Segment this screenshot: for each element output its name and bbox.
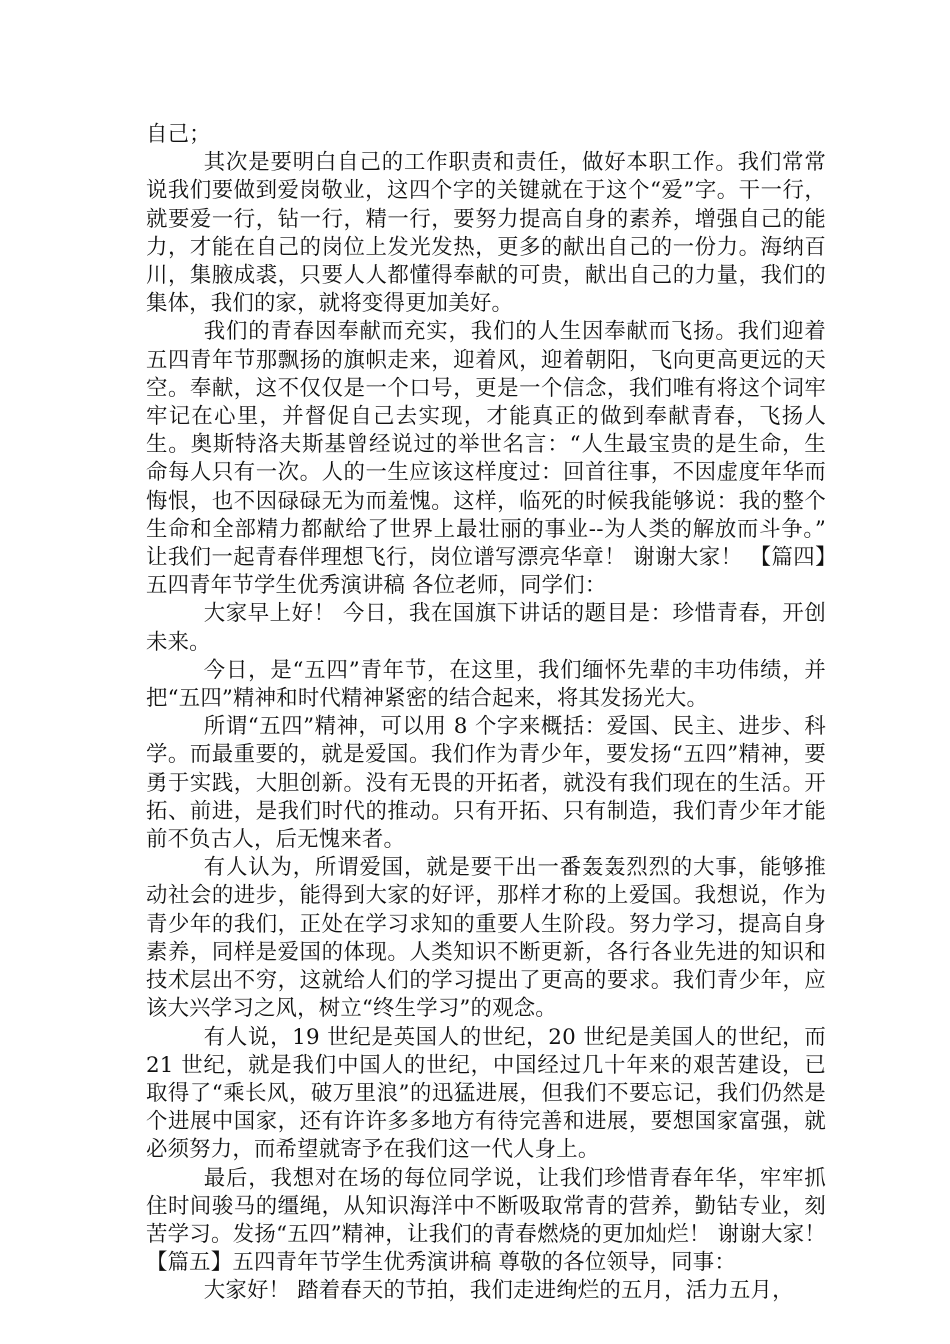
document-body	[146, 121, 826, 1306]
paragraph-2: 其次是要明白自己的工作职责和责任，做好本职工作。我们常常说我们要做到爱岗敬业，这四个字的关键就在于这个“爱”字。干一行，就要爱一行，钻一行，精一行，要努力提高自身的素养，增强自己的能力，才能在自己的岗位上发光发热，更多的献出自己的一份力。海纳百川，集腋成裘，只要人人都懂得奉献的可贵，献出自己的力量，我们的集体，我们的家，就将变得更加美好。	[146, 150, 826, 317]
paragraph-3: 我们的青春因奉献而充实，我们的人生因奉献而飞扬。我们迎着五四青年节那飘扬的旗帜走来，迎着风，迎着朝阳，飞向更高更远的天空。奉献，这不仅仅是一个口号，更是一个信念，我们唯有将这个词牢牢记在心里，并督促自己去实现，才能真正的做到奉献青春，飞扬人生。奥斯特洛夫斯基曾经说过的举世名言：“人生最宝贵的是生命，生命每人只有一次。人的一生应该这样度过：回首往事，不因虚度年华而悔恨，也不因碌碌无为而羞愧。这样，临死的时候我能够说：我的整个生命和全部精力都献给了世界上最壮丽的事业--为人类的解放而斗争。” 让我们一起青春伴理想飞行，岗位谱写漂亮华章！ 谢谢大家！ 【篇四】五四青年节学生优秀演讲稿 各位老师，同学们：	[146, 319, 826, 599]
paragraph-1: 自己；	[146, 122, 211, 147]
paragraph-4: 大家早上好！ 今日，我在国旗下讲话的题目是：珍惜青春，开创未来。	[146, 601, 826, 655]
paragraph-6: 所谓“五四”精神，可以用 8 个字来概括：爱国、民主、进步、科学。而最重要的，就是爱国。我们作为青少年，要发扬“五四”精神，要勇于实践，大胆创新。没有无畏的开拓者，就没有我们现在的生活。开拓、前进，是我们时代的推动。只有开拓、只有制造，我们青少年才能前不负古人，后无愧来者。	[146, 714, 826, 853]
paragraph-10: 大家好！ 踏着春天的节拍，我们走进绚烂的五月，活力五月，	[203, 1278, 794, 1304]
paragraph-5: 今日，是“五四”青年节，在这里，我们缅怀先辈的丰功伟绩，并把“五四”精神和时代精神紧密的结合起来，将其发扬光大。	[146, 657, 826, 712]
paragraph-7: 有人认为，所谓爱国，就是要干出一番轰轰烈烈的大事，能够推动社会的进步，能得到大家的好评，那样才称的上爱国。我想说，作为青少年的我们，正处在学习求知的重要人生阶段。努力学习，提高自身素养，同样是爱国的体现。人类知识不断更新，各行各业先进的知识和技术层出不穷，这就给人们的学习提出了更高的要求。我们青少年，应该大兴学习之风，树立“终生学习”的观念。	[146, 855, 826, 1022]
paragraph-8: 有人说，19 世纪是英国人的世纪，20 世纪是美国人的世纪，而 21 世纪，就是我们中国人的世纪，中国经过几十年来的艰苦建设，已取得了“乘长风，破万里浪”的迅猛进展，但我们不要忘记，我们仍然是个进展中国家，还有许许多多地方有待完善和进展，要想国家富强，就必须努力，而希望就寄予在我们这一代人身上。	[146, 1024, 826, 1163]
paragraph-9: 最后，我想对在场的每位同学说，让我们珍惜青春年华，牢牢抓住时间骏马的缰绳，从知识海洋中不断吸取常青的营养，勤钻专业，刻苦学习。发扬“五四”精神，让我们的青春燃烧的更加灿烂！ 谢谢大家！ 【篇五】五四青年节学生优秀演讲稿 尊敬的各位领导，同事：	[146, 1165, 826, 1276]
